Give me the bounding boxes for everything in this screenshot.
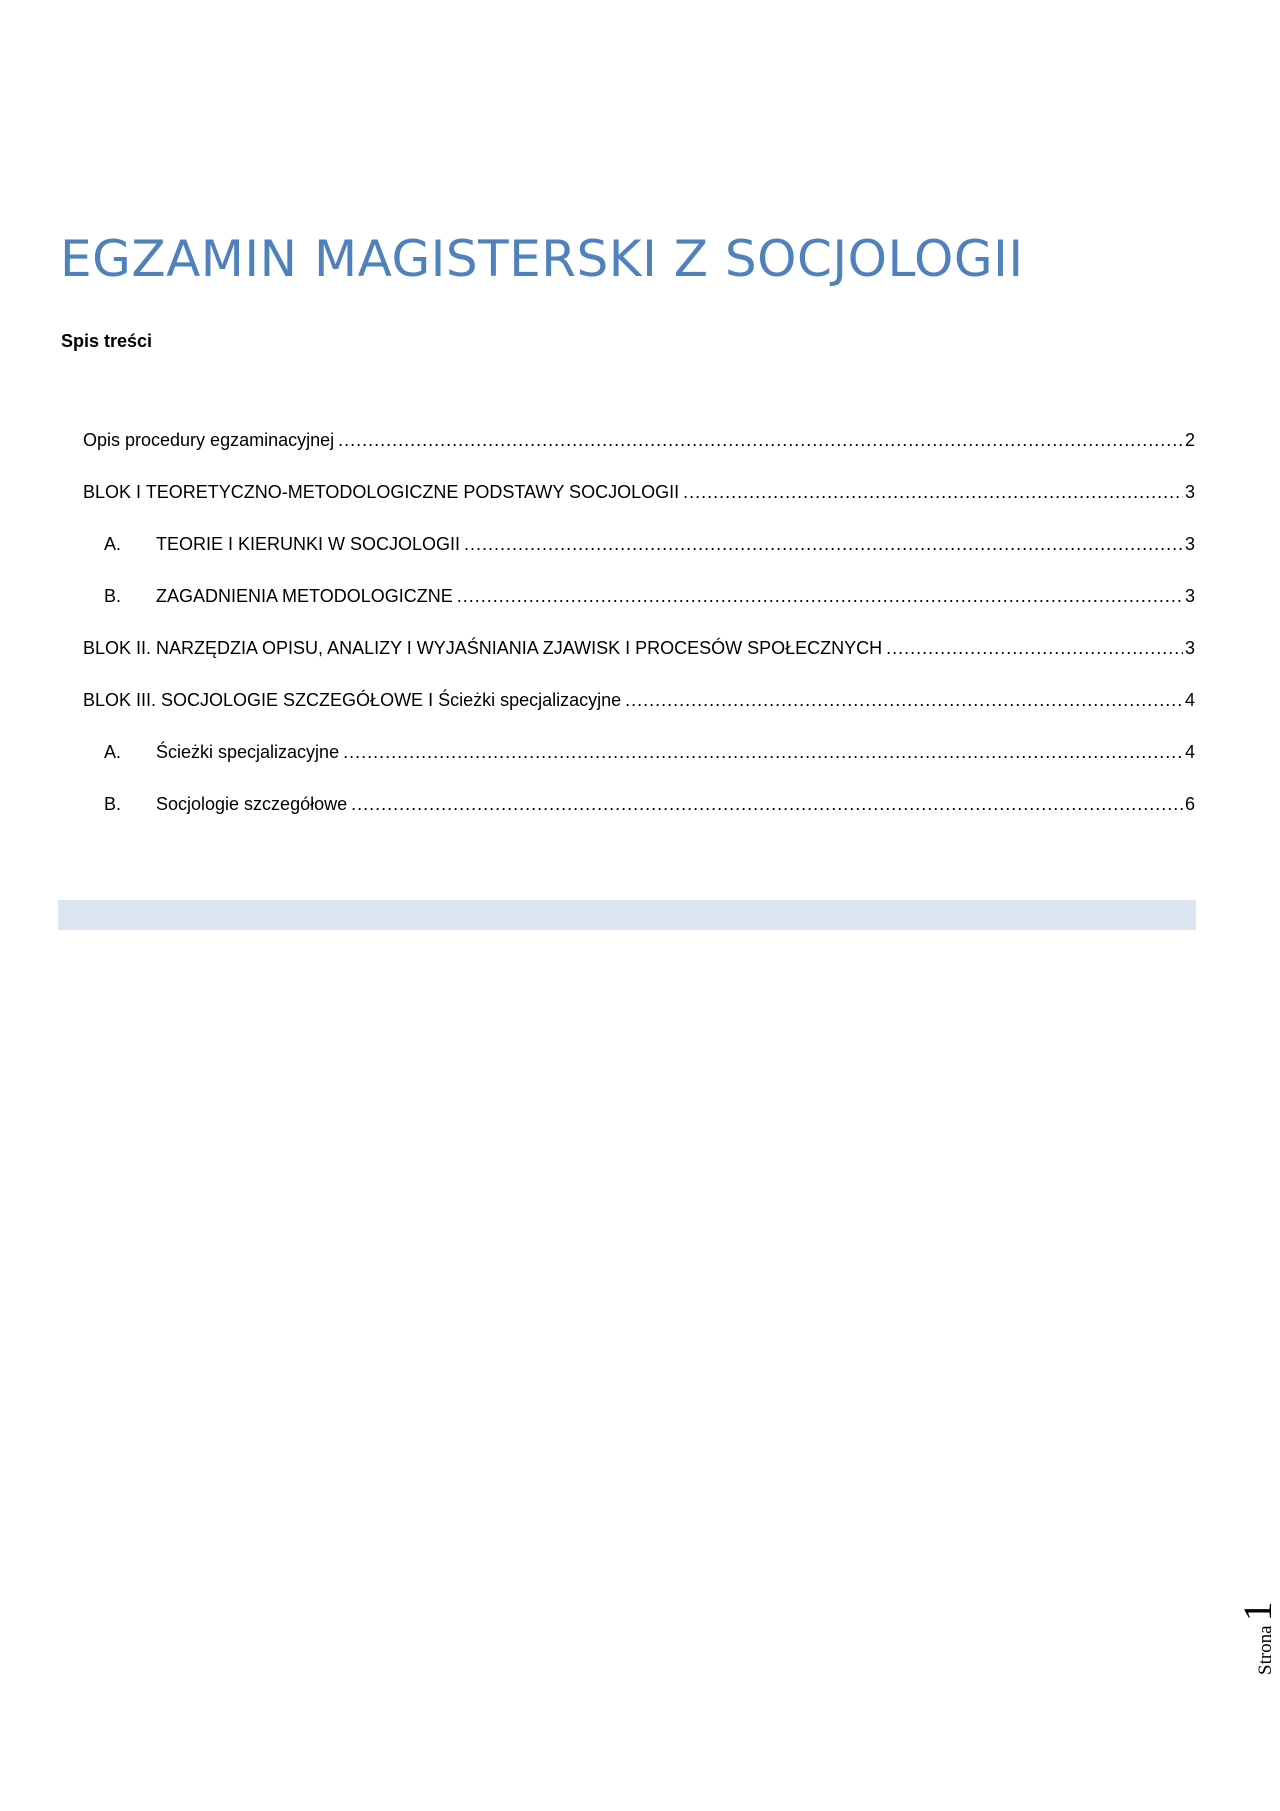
toc-dot-leader: [886, 638, 1183, 659]
toc-entry-letter: B.: [104, 794, 122, 814]
toc-page-number: 4: [1184, 690, 1195, 710]
toc-entry-zagadnienia-metodologiczne[interactable]: [83, 586, 1195, 638]
toc-dot-leader: [338, 430, 1183, 451]
toc-entry-socjologie-szczegolowe[interactable]: [83, 794, 1195, 846]
toc-entry-letter: A.: [104, 534, 122, 554]
toc-entry-text: Ścieżki specjalizacyjne: [156, 742, 340, 762]
toc-entry-text: Socjologie szczegółowe: [156, 794, 348, 814]
toc-page-number: 3: [1184, 534, 1195, 554]
table-of-contents: [83, 430, 1195, 846]
toc-entry-blok-3[interactable]: [83, 690, 1195, 742]
toc-page-number: 2: [1184, 430, 1195, 450]
toc-entry-text: TEORIE I KIERUNKI W SOCJOLOGII: [156, 534, 461, 554]
toc-page-number: 6: [1184, 794, 1195, 814]
toc-dot-leader: [343, 742, 1183, 763]
toc-entry-text: BLOK I TEORETYCZNO-METODOLOGICZNE PODSTAWY SOCJOLOGII: [83, 482, 680, 502]
toc-dot-leader: [351, 794, 1183, 815]
toc-dot-leader: [464, 534, 1183, 555]
toc-entry-text: BLOK III. SOCJOLOGIE SZCZEGÓŁOWE I Ścieżki specjalizacyjne: [83, 690, 622, 710]
toc-entry-text: BLOK II. NARZĘDZIA OPISU, ANALIZY I WYJAŚNIANIA ZJAWISK I PROCESÓW SPOŁECZNYCH: [83, 638, 883, 658]
toc-dot-leader: [683, 482, 1183, 503]
document-title: EGZAMIN MAGISTERSKI Z SOCJOLOGII: [60, 230, 1024, 288]
toc-entry-opis-procedury[interactable]: [83, 430, 1195, 482]
toc-entry-letter: B.: [104, 586, 122, 606]
toc-entry-blok-2[interactable]: [83, 638, 1195, 690]
toc-page-number: 3: [1184, 482, 1195, 502]
footer-page-label: [1234, 1601, 1280, 1675]
toc-heading: Spis treści: [61, 331, 153, 351]
toc-page-number: 3: [1184, 638, 1195, 658]
toc-entry-blok-1[interactable]: [83, 482, 1195, 534]
footer-label-text: Strona: [1255, 1625, 1276, 1675]
toc-entry-text: Opis procedury egzaminacyjnej: [83, 430, 335, 450]
toc-page-number: 4: [1184, 742, 1195, 762]
shaded-section-band: [58, 900, 1196, 930]
footer-page-number: 1: [1235, 1601, 1280, 1622]
toc-entry-teorie-i-kierunki[interactable]: [83, 534, 1195, 586]
toc-entry-text: ZAGADNIENIA METODOLOGICZNE: [156, 586, 453, 606]
toc-dot-leader: [457, 586, 1183, 607]
toc-dot-leader: [625, 690, 1183, 711]
toc-page-number: 3: [1184, 586, 1195, 606]
toc-entry-sciezki-specjalizacyjne[interactable]: [83, 742, 1195, 794]
page-footer: [1222, 1575, 1280, 1675]
toc-entry-letter: A.: [104, 742, 122, 762]
